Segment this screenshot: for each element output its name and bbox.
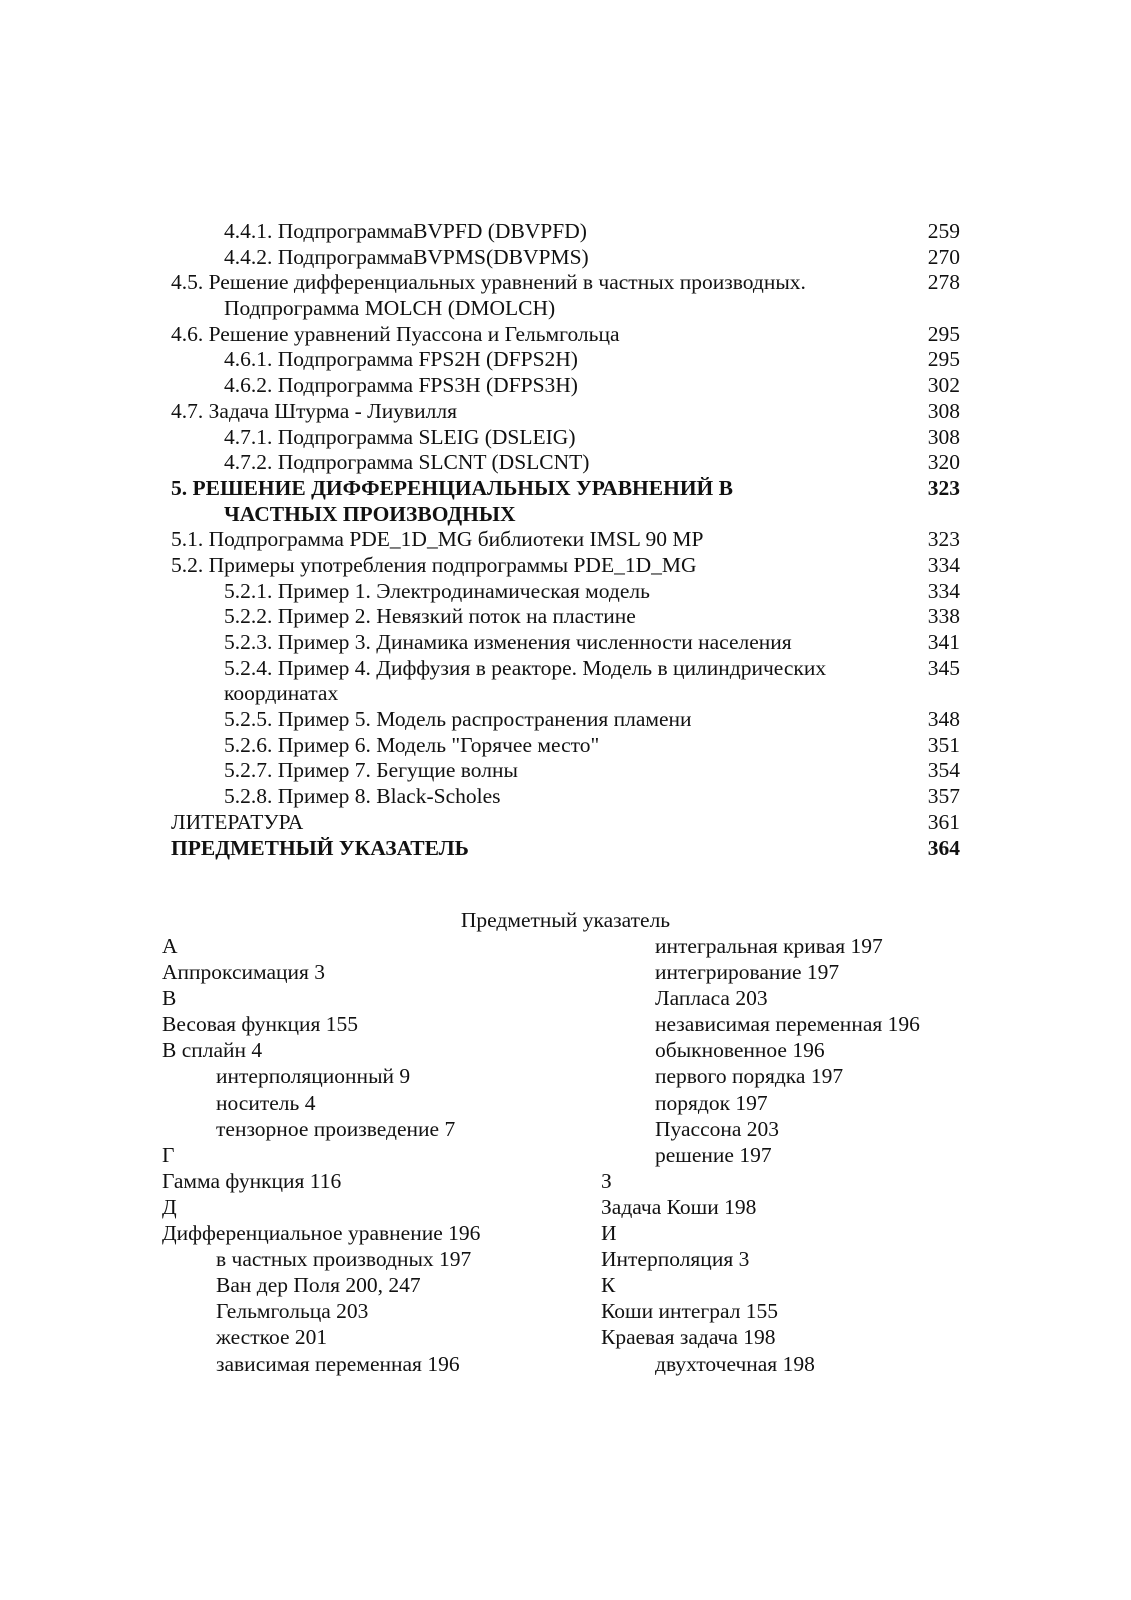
toc-entry-page: 338 — [927, 604, 960, 629]
index-entry: носитель 4 — [216, 1090, 316, 1115]
index-entry: Лапласа 203 — [655, 986, 768, 1011]
toc-entry — [0, 399, 1131, 425]
toc-entry-page: 354 — [927, 758, 960, 783]
toc-entry-title: 5.2.6. Пример 6. Модель "Горячее место" — [224, 732, 600, 757]
toc-entry-page: 361 — [927, 809, 960, 834]
toc-entry — [0, 425, 1131, 451]
toc-entry-page: 295 — [927, 347, 960, 372]
toc-entry-title: 4.7.1. Подпрограмма SLEIG (DSLEIG) — [224, 424, 576, 449]
toc-entry-page: 348 — [927, 707, 960, 732]
index-entry: Г — [162, 1142, 175, 1167]
index-entry: тензорное произведение 7 — [216, 1116, 456, 1141]
toc-entry — [0, 579, 1131, 605]
index-entry: в частных производных 197 — [216, 1247, 472, 1272]
toc-entry-title: 4.6.2. Подпрограмма FPS3H (DFPS3H) — [224, 373, 578, 398]
toc-entry-title: 5.2.7. Пример 7. Бегущие волны — [224, 758, 518, 783]
toc-entry-title: 4.6.1. Подпрограмма FPS2H (DFPS2H) — [224, 347, 578, 372]
index-entry: интерполяционный 9 — [216, 1064, 411, 1089]
toc-entry-page: 295 — [927, 321, 960, 346]
index-entry: К — [601, 1273, 616, 1298]
toc-entry — [0, 527, 1131, 553]
subject-index-left-column — [162, 933, 592, 1377]
toc-entry-title: ЧАСТНЫХ ПРОИЗВОДНЫХ — [224, 501, 516, 526]
toc-entry — [0, 656, 1131, 682]
toc-entry — [0, 784, 1131, 810]
toc-entry-page: 364 — [927, 835, 960, 860]
index-entry: Коши интеграл 155 — [601, 1299, 779, 1324]
index-entry: Гамма функция 116 — [162, 1168, 342, 1193]
index-entry: А — [162, 934, 178, 958]
toc-entry — [0, 758, 1131, 784]
index-entry: жесткое 201 — [216, 1325, 328, 1350]
toc-entry — [0, 270, 1131, 296]
toc-entry — [0, 476, 1131, 502]
toc-entry — [0, 347, 1131, 373]
index-entry: З — [601, 1168, 612, 1193]
toc-entry-page: 302 — [927, 373, 960, 398]
toc-entry-page: 308 — [927, 398, 960, 423]
toc-entry — [0, 733, 1131, 759]
index-entry: порядок 197 — [655, 1090, 768, 1115]
toc-entry-title: 5.2.1. Пример 1. Электродинамическая модель — [224, 578, 650, 603]
toc-entry-page: 357 — [927, 784, 960, 809]
index-entry: обыкновенное 196 — [655, 1038, 825, 1063]
index-entry: Дифференциальное уравнение 196 — [162, 1221, 481, 1246]
index-entry: интегральная кривая 197 — [655, 934, 883, 958]
toc-entry-page: 320 — [927, 450, 960, 475]
toc-entry-page: 334 — [927, 552, 960, 577]
toc-entry — [0, 836, 1131, 862]
index-entry: Пуассона 203 — [655, 1116, 780, 1141]
toc-entry — [0, 450, 1131, 476]
index-entry: В — [162, 986, 177, 1011]
toc-entry-title: 4.4.1. ПодпрограммаBVPFD (DBVPFD) — [224, 219, 587, 243]
toc-entry-page: 270 — [927, 244, 960, 269]
toc-entry — [0, 502, 1131, 528]
toc-entry — [0, 373, 1131, 399]
toc-entry — [0, 681, 1131, 707]
toc-entry — [0, 604, 1131, 630]
toc-entry — [0, 630, 1131, 656]
toc-entry — [0, 219, 1131, 245]
index-entry: Интерполяция 3 — [601, 1247, 750, 1272]
toc-entry-page: 278 — [927, 270, 960, 295]
index-entry: Аппроксимация 3 — [162, 960, 326, 985]
toc-entry-page: 334 — [927, 578, 960, 603]
toc-entry-title: 4.6. Решение уравнений Пуассона и Гельмгольца — [171, 321, 620, 346]
toc-entry-title: 5.2.4. Пример 4. Диффузия в реакторе. Модель в цилиндрических — [224, 655, 827, 680]
subject-index-right-column — [601, 933, 1031, 1377]
toc-entry-title: ЛИТЕРАТУРА — [171, 809, 304, 834]
index-entry: независимая переменная 196 — [655, 1012, 920, 1037]
index-entry: Д — [162, 1194, 177, 1219]
toc-entry-title: координатах — [224, 681, 339, 706]
toc-entry — [0, 707, 1131, 733]
toc-entry-page: 323 — [927, 527, 960, 552]
toc-entry-title: 5.2. Примеры употребления подпрограммы PDE_1D_MG — [171, 552, 697, 577]
toc-entry-page: 308 — [927, 424, 960, 449]
toc-entry-title: ПРЕДМЕТНЫЙ УКАЗАТЕЛЬ — [171, 835, 469, 860]
index-entry: двухточечная 198 — [655, 1351, 815, 1376]
toc-entry-title: 4.4.2. ПодпрограммаBVPMS(DBVPMS) — [224, 244, 589, 269]
toc-entry-title: 5.2.2. Пример 2. Невязкий поток на пластине — [224, 604, 636, 629]
toc-entry-title: 4.7. Задача Штурма - Лиувилля — [171, 398, 458, 423]
toc-entry-title: 5. РЕШЕНИЕ ДИФФЕРЕНЦИАЛЬНЫХ УРАВНЕНИЙ В — [171, 475, 733, 500]
index-entry: зависимая переменная 196 — [216, 1351, 460, 1376]
index-entry: Задача Коши 198 — [601, 1194, 757, 1219]
table-of-contents — [0, 219, 1131, 861]
index-entry: решение 197 — [655, 1142, 772, 1167]
toc-entry-page: 345 — [927, 655, 960, 680]
subject-index-title: Предметный указатель — [460, 908, 671, 932]
toc-entry — [0, 553, 1131, 579]
toc-entry-title: 5.2.3. Пример 3. Динамика изменения численности населения — [224, 630, 792, 654]
toc-entry-title: 5.2.5. Пример 5. Модель распространения пламени — [224, 707, 692, 732]
toc-entry-page: 323 — [927, 475, 960, 500]
toc-entry — [0, 296, 1131, 322]
index-entry: Весовая функция 155 — [162, 1012, 359, 1037]
toc-entry-page: 341 — [927, 630, 960, 654]
index-entry: первого порядка 197 — [655, 1064, 844, 1089]
toc-entry-title: 5.2.8. Пример 8. Black-Scholes — [224, 784, 501, 809]
toc-entry-title: Подпрограмма MOLCH (DMOLCH) — [224, 296, 556, 321]
toc-entry-page: 259 — [927, 219, 960, 243]
toc-entry — [0, 810, 1131, 836]
toc-entry — [0, 245, 1131, 271]
index-entry: Гельмгольца 203 — [216, 1299, 369, 1324]
toc-entry-title: 4.5. Решение дифференциальных уравнений в частных производных. — [171, 270, 806, 295]
index-entry: интегрирование 197 — [655, 960, 840, 985]
index-entry: Краевая задача 198 — [601, 1325, 776, 1350]
toc-entry-page: 351 — [927, 732, 960, 757]
toc-entry — [0, 322, 1131, 348]
index-entry: Ван дер Поля 200, 247 — [216, 1273, 421, 1298]
index-entry: И — [601, 1221, 617, 1246]
index-entry: В сплайн 4 — [162, 1038, 263, 1063]
toc-entry-title: 4.7.2. Подпрограмма SLCNT (DSLCNT) — [224, 450, 590, 475]
toc-entry-title: 5.1. Подпрограмма PDE_1D_MG библиотеки IMSL 90 MP — [171, 527, 704, 552]
